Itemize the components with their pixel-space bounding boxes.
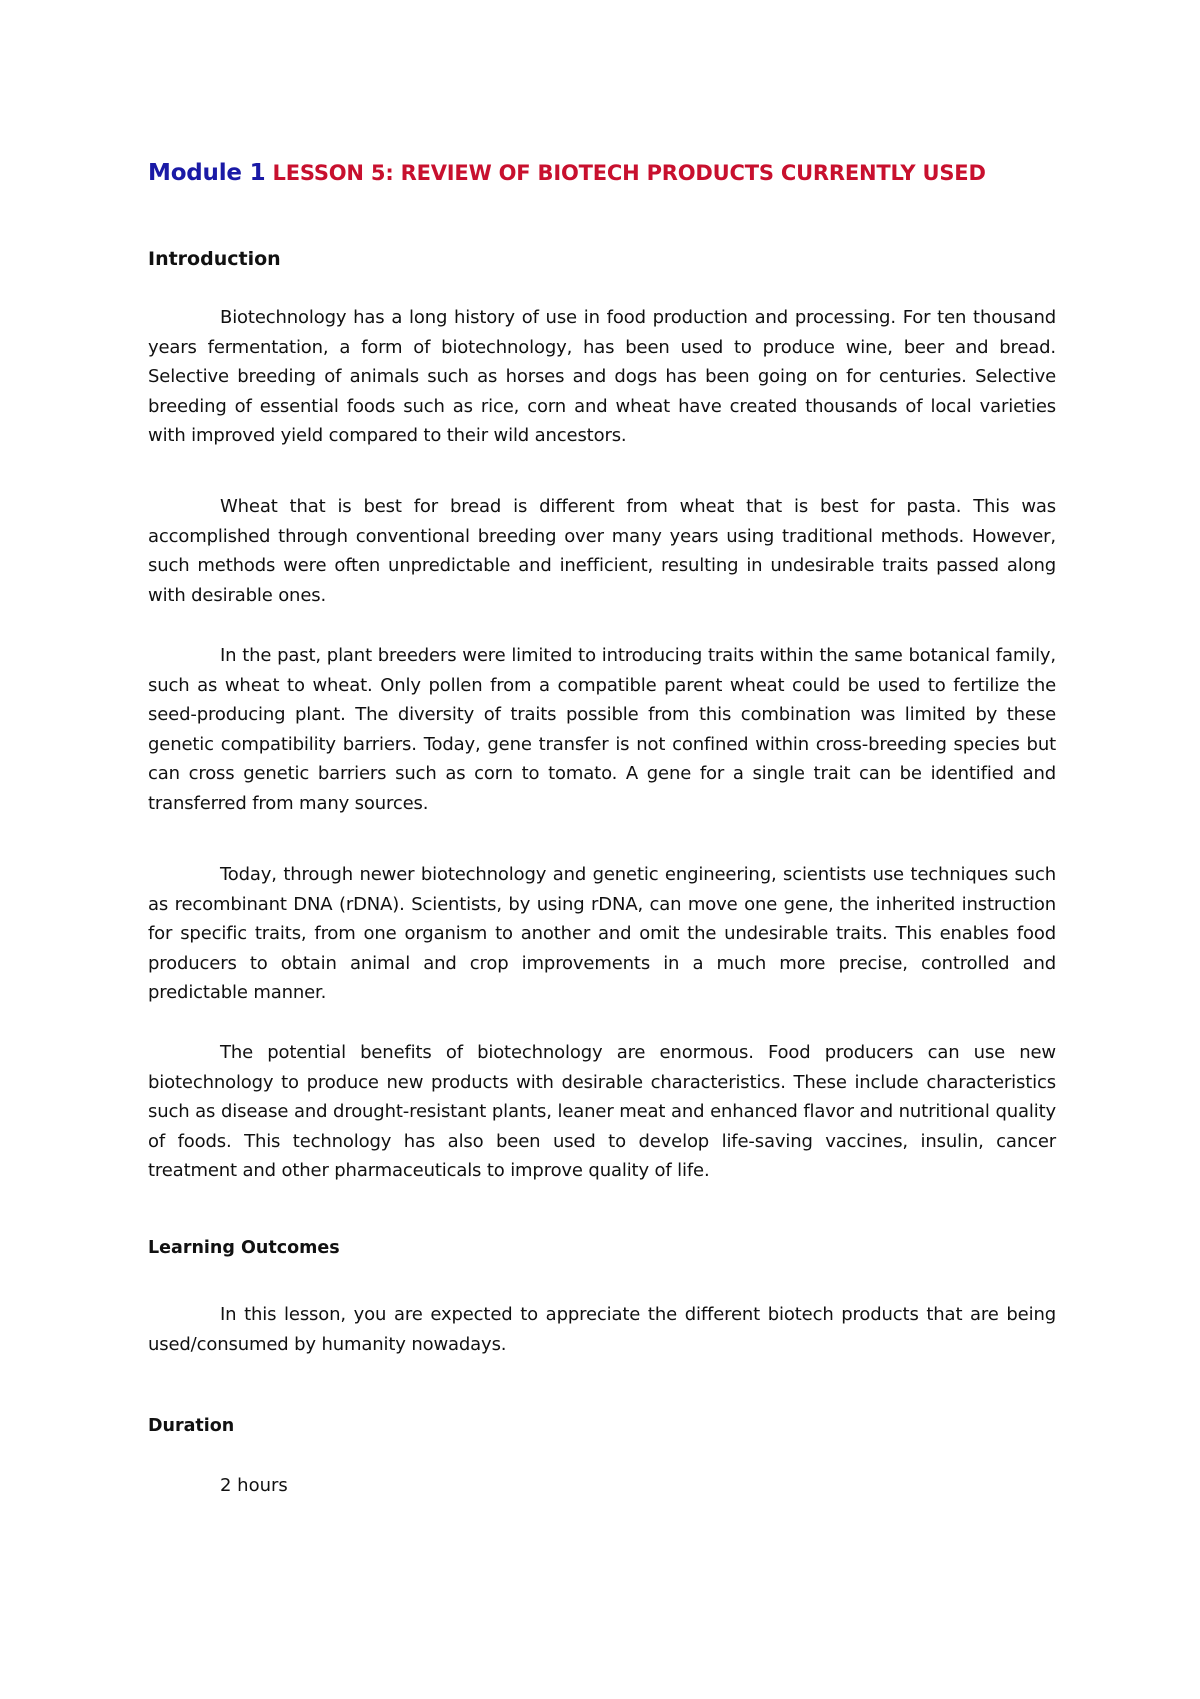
intro-paragraph-4: Today, through newer biotechnology and genetic engineering, scientists use techniques such as recombinant DNA (rDNA). Scientists, by using rDNA, can move one gene, the inherited instruction for specific traits, from one organism to another and omit the undesirable traits. This enables food producers to obtain animal and crop improvements in a much more precise, controlled and predictable manner. [148, 864, 1056, 1004]
module-label: Module 1 [148, 160, 266, 186]
intro-paragraph-2: Wheat that is best for bread is different from wheat that is best for pasta. This was accomplished through conventional breeding over many years using traditional methods. However, such methods were often unpredictable and inefficient, resulting in undesirable traits passed along with desirable ones. [148, 496, 1056, 606]
learning-outcomes-paragraph: In this lesson, you are expected to appreciate the different biotech products that are being used/consumed by humanity nowadays. [148, 1304, 1056, 1355]
intro-paragraph-5: The potential benefits of biotechnology are enormous. Food producers can use new biotechnology to produce new products with desirable characteristics. These include characteristics such as disease and drought-resistant plants, leaner meat and enhanced flavor and nutritional quality of foods. This technology has also been used to develop life-saving vaccines, insulin, cancer treatment and other pharmaceuticals to improve quality of life. [148, 1042, 1056, 1182]
lesson-label: LESSON 5: REVIEW OF BIOTECH PRODUCTS CURRENTLY USED [272, 161, 986, 185]
learning-outcomes-heading: Learning Outcomes [148, 1238, 340, 1258]
intro-paragraph-1: Biotechnology has a long history of use in food production and processing. For ten thousand years fermentation, a form of biotechnology, has been used to produce wine, beer and bread. Selective breeding of animals such as horses and dogs has been going on for centuries. Selective breeding of essential foods such as rice, corn and wheat have created thousands of local varieties with improved yield compared to their wild ancestors. [148, 307, 1056, 447]
lesson-title [148, 160, 1056, 186]
duration-heading: Duration [148, 1416, 235, 1436]
introduction-heading: Introduction [148, 248, 281, 270]
intro-paragraph-3: In the past, plant breeders were limited to introducing traits within the same botanical family, such as wheat to wheat. Only pollen from a compatible parent wheat could be used to fertilize the seed-producing plant. The diversity of traits possible from this combination was limited by these genetic compatibility barriers. Today, gene transfer is not confined within cross-breeding species but can cross genetic barriers such as corn to tomato. A gene for a single trait can be identified and transferred from many sources. [148, 645, 1056, 814]
duration-value: 2 hours [220, 1475, 288, 1496]
